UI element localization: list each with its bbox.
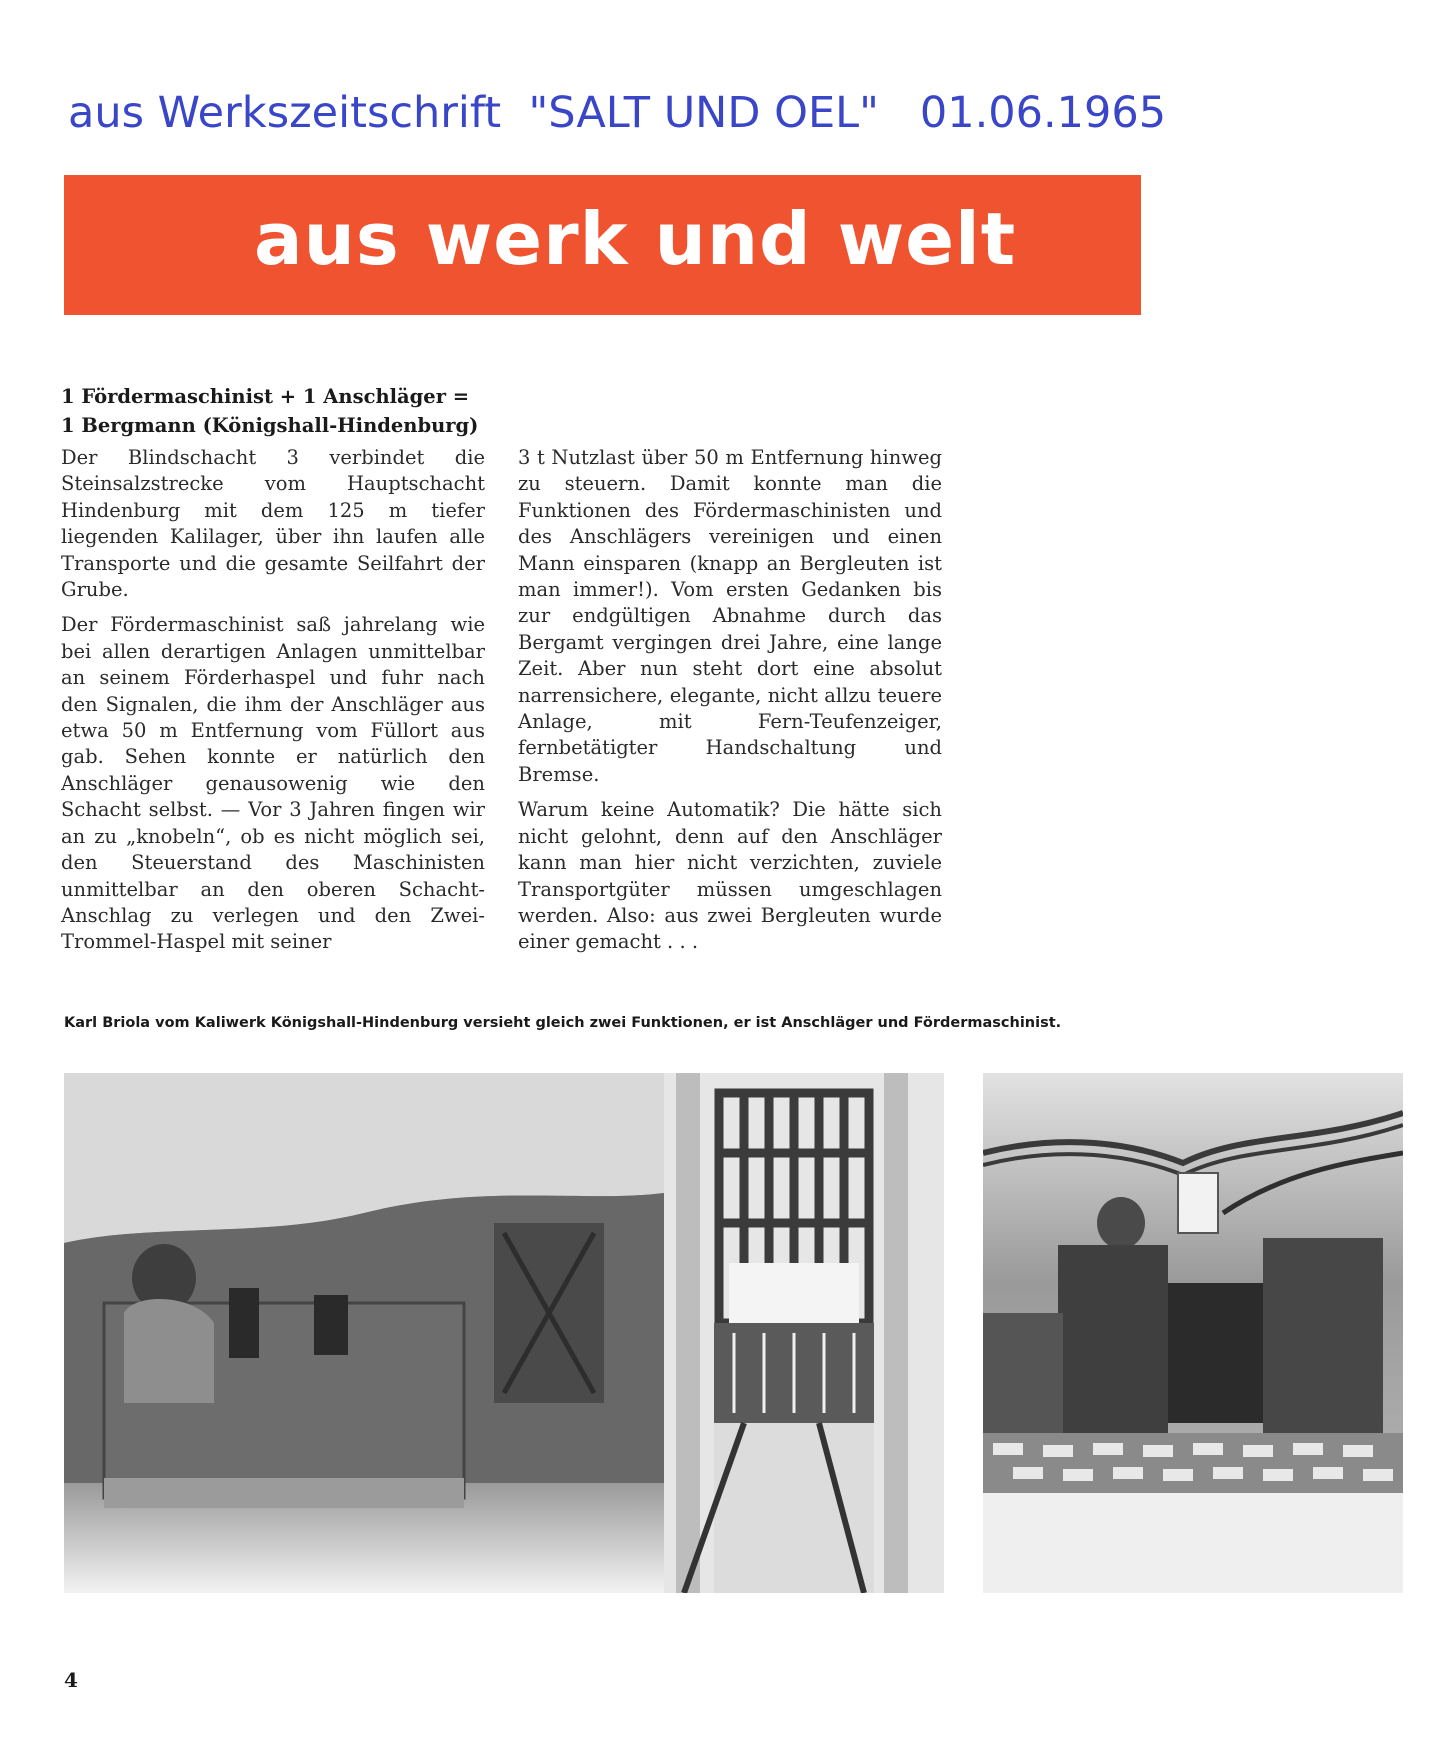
- article-headline: [61, 382, 501, 440]
- headline-line-1: 1 Fördermaschinist + 1 Anschläger =: [61, 385, 470, 408]
- photo-caption: Karl Briola vom Kaliwerk Königshall-Hindenburg versieht gleich zwei Funktionen, er ist Anschläger und Fördermaschinist.: [64, 1015, 1062, 1031]
- headline-line-2: 1 Bergmann (Königshall-Hindenburg): [61, 414, 479, 437]
- photo-control-stand-and-shaft: [64, 1073, 944, 1593]
- banner-title: aus werk und welt: [254, 197, 1017, 281]
- paragraph: 3 t Nutzlast über 50 m Entfernung hinweg zu steuern. Damit konnte man die Funktionen des Fördermaschinisten und des Anschlägers vereinigen und einen Mann einsparen (knapp an Bergleuten ist man immer!). Vom ersten Gedanken bis zur endgültigen Abnahme durch das Bergamt vergingen drei Jahre, eine lange Zeit. Aber nun steht dort eine absolut narrensichere, elegante, nicht allzu teuere Anlage, mit Fern-Teufenzeiger, fernbetätigter Handschaltung und Bremse.: [518, 446, 942, 786]
- paragraph: Warum keine Automatik? Die hätte sich nicht gelohnt, denn auf den Anschläger kann man hier nicht verzichten, zuviele Transportgüter müssen umgeschlagen werden. Also: aus zwei Bergleuten wurde einer gemacht . . .: [518, 798, 942, 954]
- paragraph: Der Blindschacht 3 verbindet die Steinsalzstrecke vom Hauptschacht Hindenburg mit dem 125 m tiefer liegenden Kalilager, über ihn laufen alle Transporte und die gesamte Seilfahrt der Grube.: [61, 446, 485, 602]
- page-number: 4: [64, 1668, 78, 1692]
- section-banner: [64, 175, 1141, 315]
- article-column-left: [61, 445, 485, 965]
- article-column-right: [518, 445, 942, 965]
- paragraph: Der Fördermaschinist saß jahrelang wie bei allen derartigen Anlagen unmittelbar an seinem Förderhaspel und fuhr nach den Signalen, die ihm der Anschläger aus etwa 50 m Entfernung vom Füllort aus gab. Sehen konnte er natürlich den Anschläger genausowenig wie den Schacht selbst. — Vor 3 Jahren fingen wir an zu „knobeln“, ob es nicht möglich sei, den Steuerstand des Maschinisten unmittelbar an den oberen Schacht-Anschlag zu verlegen und den Zwei-Trommel-Haspel mit seiner: [61, 613, 485, 954]
- source-line: aus Werkszeitschrift "SALT UND OEL" 01.06.1965: [68, 88, 1167, 138]
- photo-operator-console: [983, 1073, 1403, 1593]
